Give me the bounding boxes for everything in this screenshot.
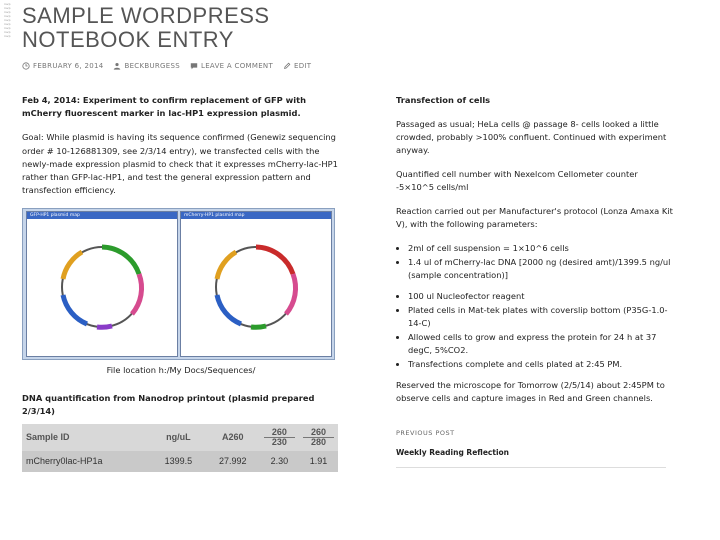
cell-count-paragraph: Quantified cell number with Nexelcom Cellometer counter -5×10^5 cells/ml <box>396 169 638 192</box>
post-meta <box>22 62 311 70</box>
sidebar-strip-item[interactable]: rsvp <box>4 18 11 22</box>
user-icon <box>113 62 121 70</box>
nanodrop-cell: 1.91 <box>299 451 338 472</box>
list-item: • Allowed cells to grow and express the protein for 24 h at 37 degC, 5%CO2. <box>408 331 678 357</box>
pencil-icon <box>283 62 291 70</box>
protocol-paragraph: Reaction carried out per Manufacturer's protocol (Lonza Amaxa Kit V), with the following parameters: <box>396 206 673 229</box>
nanodrop-cell: 1399.5 <box>151 451 205 472</box>
sidebar-strip-item[interactable]: rsvp <box>4 2 11 6</box>
plasmid-window-gfp <box>26 211 178 357</box>
nanodrop-data-row <box>22 451 338 472</box>
nanodrop-header: ng/uL <box>166 432 191 443</box>
list-item: • Transfections complete and cells plated at 2:45 PM. <box>408 358 678 371</box>
sidebar-strip-item[interactable]: rsvp <box>4 6 11 10</box>
nanodrop-printout <box>22 424 338 472</box>
edit-text: EDIT <box>294 62 312 70</box>
nanodrop-header: 260 <box>303 428 334 438</box>
sidebar-strip-item[interactable]: rsvp <box>4 14 11 18</box>
procedure-list <box>396 290 678 371</box>
post-date[interactable] <box>22 62 103 70</box>
post-date-text: FEBRUARY 6, 2014 <box>33 62 104 70</box>
plasmid-map-mcherry <box>181 219 331 355</box>
post-title-line1: SAMPLE WORDPRESS <box>22 3 270 28</box>
nanodrop-header: 230 <box>271 437 287 448</box>
goal-paragraph: Goal: While plasmid is having its sequence confirmed (Genewiz sequencing order # 10-126881309, see 2/3/14 entry), we transfected cells with the newly-made expression plasmid to check that it expresses mCherry-lac-HP1 rather than GFP-lac-HP1, and test the general expression pattern and transfection efficiency. <box>22 132 338 196</box>
sidebar-strip-item[interactable]: rsvp <box>4 10 11 14</box>
window-titlebar: mCherry-HP1 plasmid map <box>181 212 331 219</box>
sidebar-strip-item[interactable]: rsvp <box>4 26 11 30</box>
nanodrop-cell: mCherry0lac-HP1a <box>22 451 151 472</box>
plasmid-map-gfp <box>27 219 177 355</box>
post-author-text: BECKBURGESS <box>124 62 180 70</box>
leave-comment-link[interactable] <box>190 62 273 70</box>
plasmid-map-screenshot <box>22 208 335 360</box>
comment-icon <box>190 62 198 70</box>
clock-icon <box>22 62 30 70</box>
sidebar-strip-item[interactable]: rsvp <box>4 34 11 38</box>
dna-quant-heading: DNA quantification from Nanodrop printout (plasmid prepared 2/3/14) <box>22 392 315 416</box>
post-title-line2: NOTEBOOK ENTRY <box>22 27 234 52</box>
nanodrop-header: 260 <box>264 428 295 438</box>
plasmid-window-mcherry <box>180 211 332 357</box>
list-item: • Plated cells in Mat-tek plates with coverslip bottom (P35G-1.0-14-C) <box>408 304 678 330</box>
post-author[interactable] <box>113 62 180 70</box>
sidebar-strip <box>4 2 18 38</box>
nanodrop-header-ratio <box>260 424 299 451</box>
nanodrop-header: 280 <box>310 437 326 448</box>
nanodrop-header: A260 <box>221 432 244 443</box>
experiment-heading: Feb 4, 2014: Experiment to confirm replacement of GFP with mCherry fluorescent marker in lac-HP1 expression plasmid. <box>22 95 307 119</box>
previous-post-label: PREVIOUS POST <box>396 429 455 437</box>
file-location-caption: File location h:/My Docs/Sequences/ <box>106 365 256 376</box>
post-content-right <box>396 94 678 468</box>
nanodrop-cell: 27.992 <box>206 451 260 472</box>
transfection-heading: Transfection of cells <box>396 95 491 105</box>
edit-link[interactable] <box>283 62 311 70</box>
list-item: • 1.4 ul of mCherry-lac DNA [2000 ng (desired amt)/1399.5 ng/ul (sample concentration)] <box>408 256 678 282</box>
list-item: • 100 ul Nucleofector reagent <box>408 290 678 303</box>
post-title <box>22 4 270 52</box>
list-item: • 2ml of cell suspension = 1×10^6 cells <box>408 242 678 255</box>
parameter-list <box>396 242 678 282</box>
passage-paragraph: Passaged as usual; HeLa cells @ passage 8- cells looked a little crowded, probably >100% confluent. Continued with experiment anyway. <box>396 119 667 155</box>
previous-post-link[interactable]: Weekly Reading Reflection <box>396 446 666 468</box>
leave-comment-text: LEAVE A COMMENT <box>201 62 274 70</box>
post-content-left <box>22 94 340 472</box>
nanodrop-header-ratio <box>299 424 338 451</box>
window-titlebar: GFP-HP1 plasmid map <box>27 212 177 219</box>
reservation-paragraph: Reserved the microscope for Tomorrow (2/5/14) about 2:45PM to observe cells and capture images in Red and Green channels. <box>396 380 665 403</box>
nanodrop-header-row <box>22 424 338 451</box>
sidebar-strip-item[interactable]: rsvp <box>4 22 11 26</box>
nanodrop-cell: 2.30 <box>260 451 299 472</box>
sidebar-strip-item[interactable]: rsvp <box>4 30 11 34</box>
nanodrop-header: Sample ID <box>26 432 70 443</box>
